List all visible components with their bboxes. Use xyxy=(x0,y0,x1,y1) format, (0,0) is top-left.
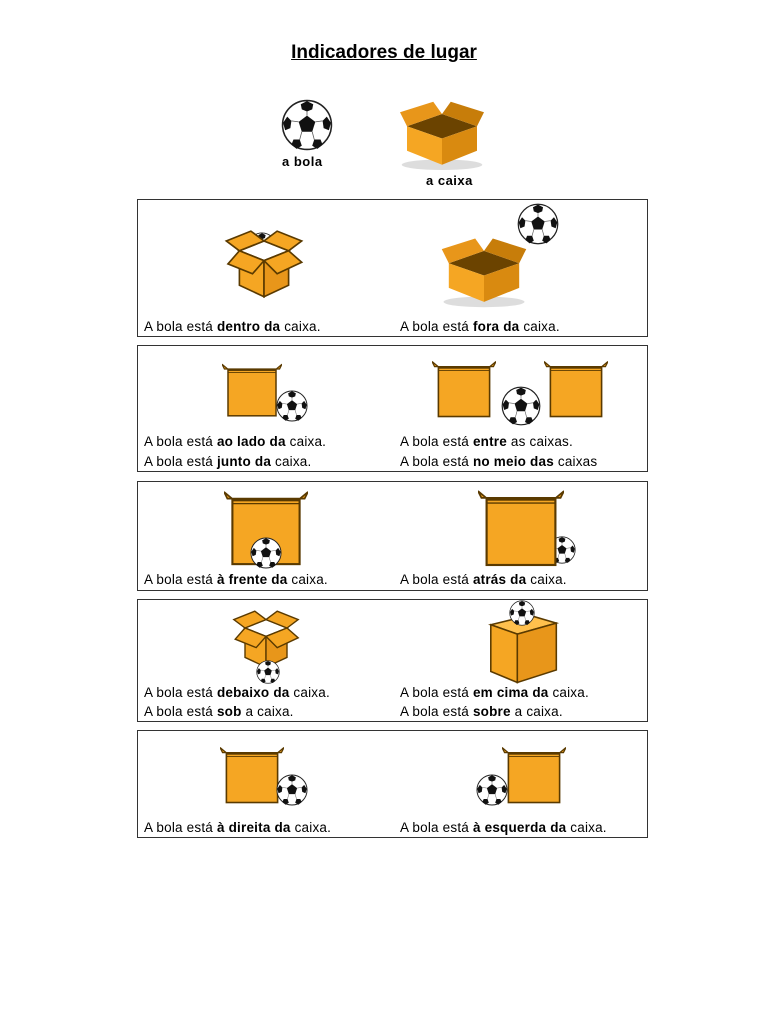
sentence-debaixo: A bola está debaixo da caixa. xyxy=(144,685,330,700)
box-icon xyxy=(222,358,282,422)
box-icon xyxy=(502,742,566,808)
sentence-esquerda: A bola está à esquerda da caixa. xyxy=(400,820,607,835)
sentence-no-meio: A bola está no meio das caixas xyxy=(400,454,598,469)
sentence-ao-lado: A bola está ao lado da caixa. xyxy=(144,434,327,449)
box-icon xyxy=(432,356,496,422)
sentence-dentro: A bola está dentro da caixa. xyxy=(144,319,321,334)
sentence-sobre: A bola está sobre a caixa. xyxy=(400,704,563,719)
ball-icon xyxy=(250,537,282,569)
ball-label: a bola xyxy=(282,154,323,169)
page-title: Indicadores de lugar xyxy=(291,42,477,63)
sentence-entre: A bola está entre as caixas. xyxy=(400,434,573,449)
box-label: a caixa xyxy=(426,173,473,188)
ball-icon xyxy=(276,390,308,422)
ball-icon xyxy=(252,660,284,684)
box-icon xyxy=(220,742,284,808)
box-icon xyxy=(544,356,608,422)
sentence-junto: A bola está junto da caixa. xyxy=(144,454,312,469)
sentence-atras: A bola está atrás da caixa. xyxy=(400,572,567,587)
box-icon xyxy=(222,218,306,300)
box-icon xyxy=(440,236,528,308)
ball-icon xyxy=(506,600,538,626)
panel-dentro-fora xyxy=(137,199,648,337)
box-icon xyxy=(478,488,564,568)
ball-icon xyxy=(500,386,542,426)
ball-icon xyxy=(280,99,334,151)
sentence-frente: A bola está à frente da caixa. xyxy=(144,572,328,587)
sentence-fora: A bola está fora da caixa. xyxy=(400,319,560,334)
box-icon xyxy=(396,100,488,170)
sentence-sob: A bola está sob a caixa. xyxy=(144,704,294,719)
sentence-direita: A bola está à direita da caixa. xyxy=(144,820,332,835)
sentence-em-cima: A bola está em cima da caixa. xyxy=(400,685,589,700)
ball-icon xyxy=(276,774,308,806)
